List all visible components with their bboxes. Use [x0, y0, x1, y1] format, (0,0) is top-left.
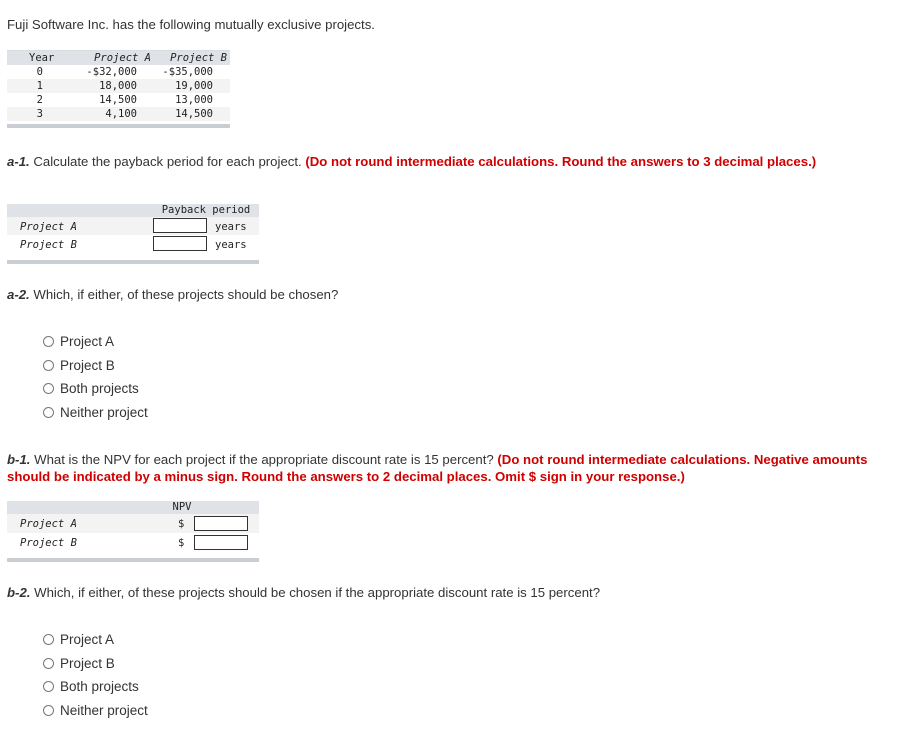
- cell-project-a: -$32,000: [86, 66, 137, 78]
- header-project-b: Project B: [170, 52, 227, 64]
- radio-option-project-b[interactable]: [43, 653, 115, 673]
- cell-year: 2: [36, 94, 43, 106]
- question-text: What is the NPV for each project if the appropriate discount rate is 15 percent?: [30, 452, 498, 467]
- radio-button[interactable]: [43, 336, 54, 347]
- question-b2: [7, 584, 897, 601]
- radio-option-both[interactable]: [43, 378, 139, 398]
- cell-year: 1: [36, 80, 43, 92]
- npv-project-b-input[interactable]: [194, 535, 248, 550]
- header-year: Year: [29, 52, 55, 64]
- radio-button[interactable]: [43, 407, 54, 418]
- question-label: a-2.: [7, 287, 30, 302]
- question-label: b-1.: [7, 452, 31, 467]
- row-label-project-a: Project A: [20, 221, 77, 233]
- header-project-a: Project A: [94, 52, 151, 64]
- radio-option-neither[interactable]: [43, 700, 148, 720]
- cell-project-a: 4,100: [105, 108, 137, 120]
- radio-option-neither[interactable]: [43, 402, 148, 422]
- radio-option-both[interactable]: [43, 676, 139, 696]
- question-text: Which, if either, of these projects should be chosen?: [29, 287, 339, 302]
- table-row: [7, 65, 230, 79]
- intro-text: Fuji Software Inc. has the following mutually exclusive projects.: [7, 17, 375, 32]
- npv-project-a-input[interactable]: [194, 516, 248, 531]
- unit-years: years: [215, 221, 247, 233]
- question-label: a-1.: [7, 154, 30, 169]
- payback-project-b-input[interactable]: [153, 236, 207, 251]
- radio-button[interactable]: [43, 360, 54, 371]
- unit-years: years: [215, 239, 247, 251]
- table-row: [7, 107, 230, 121]
- cell-project-b: 19,000: [175, 80, 213, 92]
- question-text: Calculate the payback period for each project.: [29, 154, 306, 169]
- cell-year: 0: [36, 66, 43, 78]
- payback-project-a-input[interactable]: [153, 218, 207, 233]
- cell-project-b: 13,000: [175, 94, 213, 106]
- npv-answer-table: [7, 501, 259, 563]
- radio-label: Project A: [60, 631, 115, 647]
- row-label-project-b: Project B: [20, 537, 77, 549]
- radio-option-project-a[interactable]: [43, 331, 114, 351]
- currency-symbol: $: [178, 518, 185, 530]
- cell-project-a: 18,000: [99, 80, 137, 92]
- header-npv: NPV: [172, 501, 192, 513]
- table-header-row: [7, 501, 259, 514]
- cell-project-b: -$35,000: [162, 66, 213, 78]
- radio-button[interactable]: [43, 383, 54, 394]
- table-header-row: [7, 51, 230, 65]
- radio-button[interactable]: [43, 705, 54, 716]
- radio-label: Both projects: [60, 380, 139, 396]
- cell-project-b: 14,500: [175, 108, 213, 120]
- question-b1: [7, 451, 897, 485]
- row-label-project-a: Project A: [20, 518, 77, 530]
- radio-label: Project A: [60, 333, 115, 349]
- cell-project-a: 14,500: [99, 94, 137, 106]
- table-footer-bar: [7, 260, 259, 264]
- radio-label: Neither project: [60, 702, 148, 718]
- table-footer-bar: [7, 124, 230, 128]
- question-text: Which, if either, of these projects should be chosen if the appropriate discount rate is 15 percent?: [30, 585, 601, 600]
- question-a1: [7, 153, 897, 170]
- radio-label: Neither project: [60, 404, 148, 420]
- radio-label: Project B: [60, 655, 115, 671]
- radio-option-project-a[interactable]: [43, 629, 114, 649]
- cash-flow-table: [7, 50, 230, 128]
- table-header-row: [7, 204, 259, 217]
- radio-option-project-b[interactable]: [43, 355, 115, 375]
- question-instruction: (Do not round intermediate calculations. Round the answers to 3 decimal places.): [305, 154, 817, 169]
- row-label-project-b: Project B: [20, 239, 77, 251]
- payback-answer-table: [7, 204, 259, 266]
- radio-label: Both projects: [60, 678, 139, 694]
- radio-button[interactable]: [43, 634, 54, 645]
- radio-button[interactable]: [43, 658, 54, 669]
- header-payback-period: Payback period: [161, 204, 251, 216]
- radio-label: Project B: [60, 357, 115, 373]
- radio-button[interactable]: [43, 681, 54, 692]
- table-row: [7, 79, 230, 93]
- question-label: b-2.: [7, 585, 31, 600]
- question-a2: [7, 286, 897, 303]
- cell-year: 3: [36, 108, 43, 120]
- currency-symbol: $: [178, 537, 185, 549]
- table-footer-bar: [7, 558, 259, 562]
- question-instruction: (Do not round intermediate calculations. Negative amounts should be indicated by a minus sign. Round the answers to 2 decimal places. Omit $ sign in your response.): [7, 452, 868, 484]
- table-row: [7, 93, 230, 107]
